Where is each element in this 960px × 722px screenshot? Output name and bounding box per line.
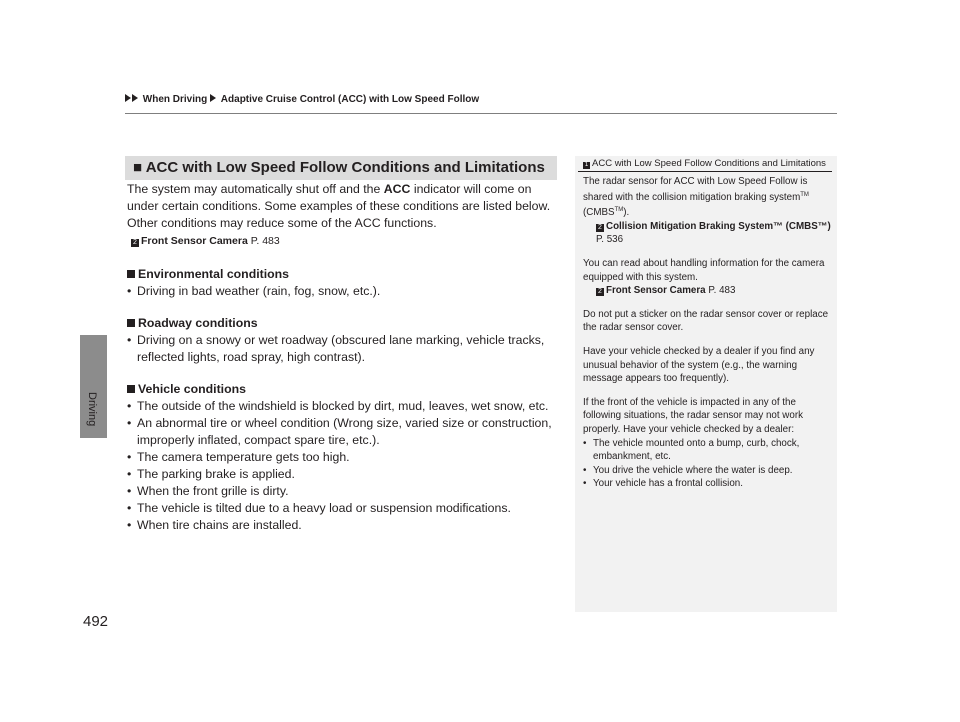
note-title: 1 ACC with Low Speed Follow Conditions and Limitations bbox=[584, 158, 826, 169]
breadcrumb-arrow-icon bbox=[132, 94, 138, 102]
breadcrumb-arrow-icon bbox=[125, 94, 131, 102]
list-item: • Driving on a snowy or wet roadway (obscured lane marking, vehicle tracks, reflected lights, road spray, high contrast). bbox=[127, 332, 557, 366]
breadcrumb-arrow-icon bbox=[210, 94, 216, 102]
list-item: • When tire chains are installed. bbox=[127, 517, 557, 534]
list-item: • The camera temperature gets too high. bbox=[127, 449, 557, 466]
xref-arrow-icon: 2 bbox=[131, 239, 139, 247]
xref-arrow-icon: 2 bbox=[596, 224, 604, 232]
environmental-list bbox=[127, 283, 557, 300]
roadway-list bbox=[127, 332, 557, 366]
square-bullet-icon bbox=[127, 319, 135, 327]
list-item: • You drive the vehicle where the water is deep. bbox=[583, 464, 833, 478]
list-item: • The vehicle is tilted due to a heavy load or suspension modifications. bbox=[127, 500, 557, 517]
breadcrumb-item-when-driving[interactable]: When Driving bbox=[142, 94, 208, 105]
note-paragraph: The radar sensor for ACC with Low Speed Follow is shared with the collision mitigation braking system™ (CMBS™). 2 Collision Mitigation Braking System™ (CMBS™) P. 536 bbox=[583, 175, 833, 247]
list-item: • Driving in bad weather (rain, fog, snow, etc.). bbox=[127, 283, 557, 300]
breadcrumb bbox=[125, 94, 479, 105]
xref-cmbs[interactable]: 2 Collision Mitigation Braking System™ (CMBS™) P. 536 bbox=[596, 220, 831, 246]
note-bullet-list bbox=[583, 437, 833, 491]
list-item: • An abnormal tire or wheel condition (Wrong size, varied size or construction, improperly inflated, compact spare tire, etc.). bbox=[127, 415, 557, 449]
intro-paragraph: The system may automatically shut off and the ACC indicator will come on under certain conditions. Some examples of these conditions are listed below. Other conditions may reduce some of the ACC functions. bbox=[127, 182, 551, 230]
list-item: • The vehicle mounted onto a bump, curb, chock, embankment, etc. bbox=[583, 437, 833, 464]
breadcrumb-item-acc[interactable]: Adaptive Cruise Control (ACC) with Low Speed Follow bbox=[220, 94, 480, 105]
note-paragraph: Do not put a sticker on the radar sensor cover or replace the radar sensor cover. bbox=[583, 308, 829, 334]
group-heading-environmental: Environmental conditions bbox=[127, 266, 557, 283]
list-item: • When the front grille is dirty. bbox=[127, 483, 557, 500]
note-paragraph: You can read about handling information for the camera equipped with this system. 2 Front Sensor Camera P. 483 bbox=[583, 257, 833, 298]
vehicle-list bbox=[127, 398, 557, 534]
note-body bbox=[583, 175, 833, 491]
section-title: ACC with Low Speed Follow Conditions and Limitations bbox=[145, 159, 545, 176]
xref-front-sensor-camera[interactable]: 2 Front Sensor Camera P. 483 bbox=[127, 233, 557, 250]
list-item: • The outside of the windshield is blocked by dirt, mud, leaves, wet snow, etc. bbox=[127, 398, 557, 415]
list-item: • The parking brake is applied. bbox=[127, 466, 557, 483]
page-number: 492 bbox=[83, 613, 109, 630]
note-paragraph: If the front of the vehicle is impacted in any of the following situations, the radar sensor may not work properly. Have your vehicle checked by a dealer: bbox=[583, 396, 803, 435]
square-bullet-icon bbox=[127, 270, 135, 278]
section-body bbox=[127, 181, 557, 534]
chapter-label: Driving bbox=[86, 392, 98, 427]
xref-arrow-icon: 2 bbox=[596, 288, 604, 296]
note-marker-icon: 1 bbox=[584, 162, 589, 168]
list-item: • Your vehicle has a frontal collision. bbox=[583, 477, 833, 491]
note-title-divider bbox=[578, 171, 832, 172]
heading-square-icon: ■ bbox=[133, 159, 143, 176]
section-heading bbox=[133, 159, 545, 176]
group-heading-roadway: Roadway conditions bbox=[127, 315, 557, 332]
acc-indicator-label: ACC bbox=[383, 182, 411, 196]
header-divider bbox=[125, 113, 837, 114]
group-heading-vehicle: Vehicle conditions bbox=[127, 381, 557, 398]
xref-front-sensor-camera-note[interactable]: 2 Front Sensor Camera P. 483 bbox=[583, 284, 833, 298]
square-bullet-icon bbox=[127, 385, 135, 393]
note-paragraph: Have your vehicle checked by a dealer if you find any unusual behavior of the system (e.g., the warning message appears too frequently). bbox=[583, 345, 815, 385]
